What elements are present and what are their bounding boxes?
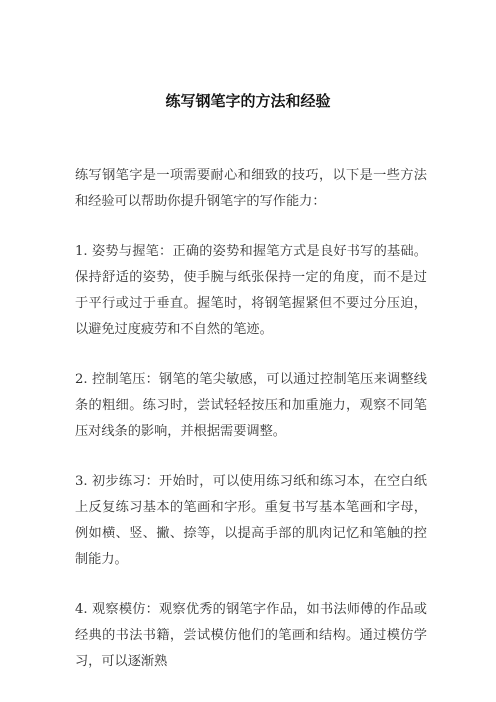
paragraph-observe-imitate: 4. 观察模仿：观察优秀的钢笔字作品，如书法师傅的作品或经典的书法书籍，尝试模仿他们的笔画和结构。通过模仿学习，可以逐渐熟 (75, 602, 427, 669)
paragraph-posture-grip: 1. 姿势与握笔：正确的姿势和握笔方式是良好书写的基础。保持舒适的姿势，使手腕与纸张保持一定的角度，而不是过于平行或过于垂直。握笔时，将钢笔握紧但不要过分压迫，以避免过度疲劳和不自然的笔迹。 (75, 244, 427, 337)
document-title: 练写钢笔字的方法和经验 (165, 92, 331, 110)
paragraph-initial-practice: 3. 初步练习：开始时，可以使用练习纸和练习本，在空白纸上反复练习基本的笔画和字形。重复书写基本笔画和字母，例如横、竖、撇、捺等，以提高手部的肌肉记忆和笔触的控制能力。 (75, 474, 427, 567)
paragraph-pen-pressure: 2. 控制笔压：钢笔的笔尖敏感，可以通过控制笔压来调整线条的粗细。练习时，尝试轻轻按压和加重施力，观察不同笔压对线条的影响，并根据需要调整。 (75, 372, 427, 439)
intro-paragraph: 练写钢笔字是一项需要耐心和细致的技巧，以下是一些方法和经验可以帮助你提升钢笔字的写作能力： (75, 168, 427, 209)
document-body (75, 163, 427, 699)
